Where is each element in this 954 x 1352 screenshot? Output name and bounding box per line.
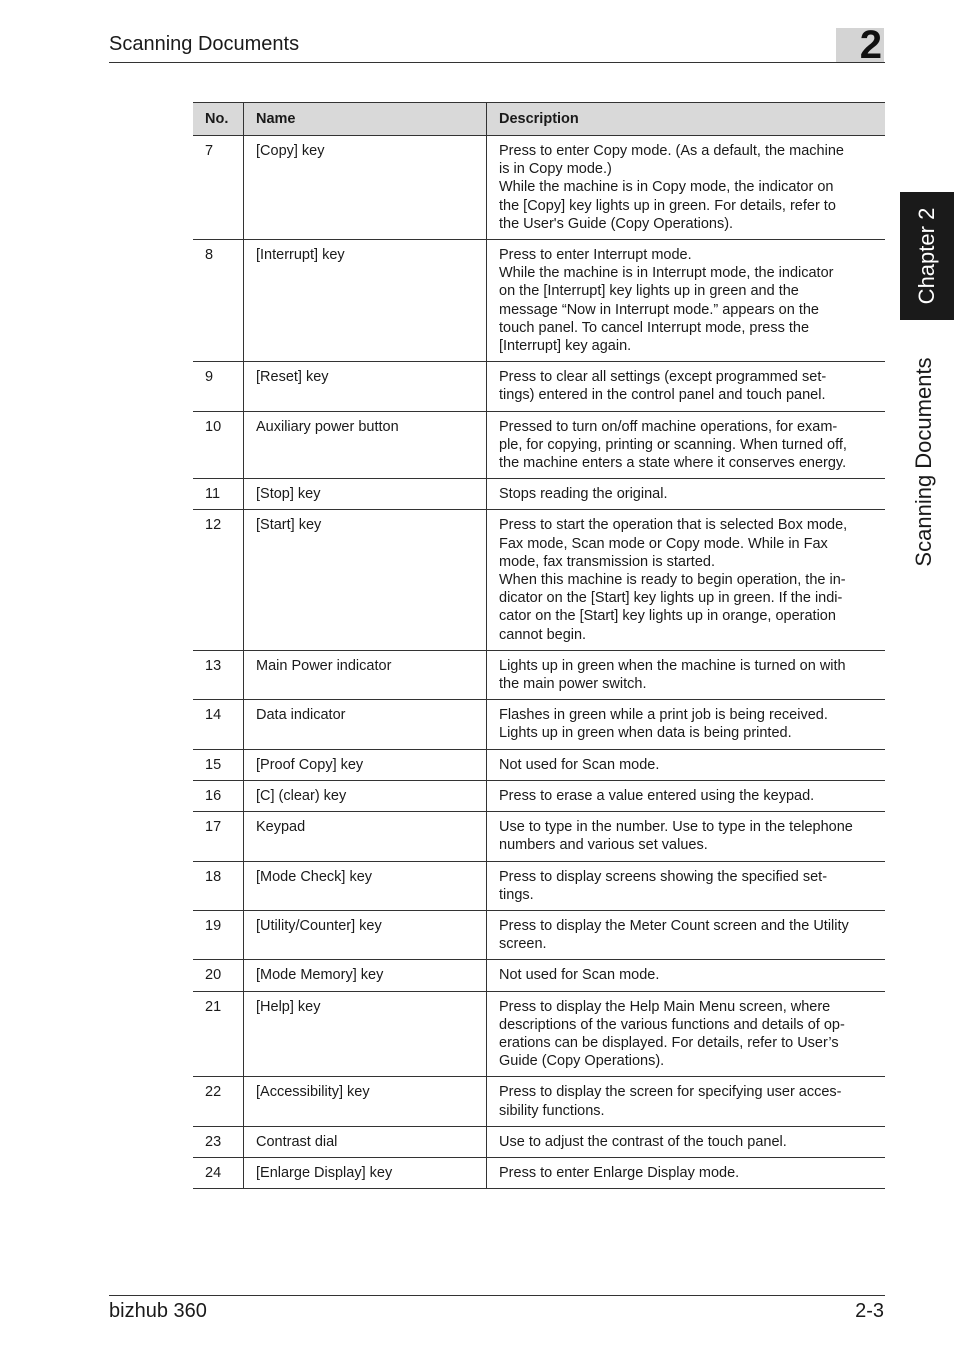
table-row — [193, 780, 885, 811]
table-row — [193, 510, 885, 650]
description-line: [Interrupt] key again. — [499, 338, 632, 355]
description-line: the main power switch. — [499, 676, 647, 693]
table-row — [193, 861, 885, 910]
description-line: Press to start the operation that is selected Box mode, — [499, 517, 848, 534]
table-row — [193, 1126, 885, 1157]
cell-name: [Reset] key — [244, 362, 487, 411]
description-line: the machine enters a state where it conserves energy. — [499, 455, 847, 472]
table-row — [193, 991, 885, 1077]
cell-description — [487, 991, 886, 1077]
cell-name: [Utility/Counter] key — [244, 910, 487, 959]
cell-name: [Copy] key — [244, 136, 487, 240]
cell-description — [487, 1126, 886, 1157]
description-line: Lights up in green when data is being printed. — [499, 725, 792, 742]
cell-no: 17 — [193, 812, 244, 861]
table-row — [193, 240, 885, 362]
cell-description — [487, 749, 886, 780]
cell-no: 24 — [193, 1157, 244, 1188]
cell-description — [487, 1157, 886, 1188]
cell-description — [487, 1077, 886, 1126]
description-line: Pressed to turn on/off machine operations, for exam- — [499, 418, 838, 435]
cell-description — [487, 240, 886, 362]
cell-no: 10 — [193, 411, 244, 479]
description-line: Press to enter Enlarge Display mode. — [499, 1164, 740, 1181]
table-header-row — [193, 103, 885, 136]
cell-no: 23 — [193, 1126, 244, 1157]
table-row — [193, 910, 885, 959]
description-line: tings) entered in the control panel and touch panel. — [499, 387, 826, 404]
description-line: While the machine is in Copy mode, the indicator on — [499, 179, 834, 196]
cell-name: Data indicator — [244, 700, 487, 749]
description-line: Guide (Copy Operations). — [499, 1053, 665, 1070]
chapter-number: 2 — [859, 23, 882, 67]
table-row — [193, 650, 885, 699]
description-line: the User's Guide (Copy Operations). — [499, 215, 734, 232]
cell-name: [Proof Copy] key — [244, 749, 487, 780]
description-line: sibility functions. — [499, 1102, 605, 1119]
footer-rule — [109, 1295, 885, 1296]
description-line: numbers and various set values. — [499, 837, 708, 854]
description-line: Use to adjust the contrast of the touch panel. — [499, 1133, 787, 1150]
cell-no: 19 — [193, 910, 244, 959]
table-row — [193, 1157, 885, 1188]
chapter-side-tab-label: Chapter 2 — [914, 207, 939, 305]
description-line: Lights up in green when the machine is turned on with — [499, 657, 846, 674]
cell-description — [487, 780, 886, 811]
description-line: When this machine is ready to begin operation, the in- — [499, 572, 846, 589]
description-line: descriptions of the various functions and details of op- — [499, 1016, 845, 1033]
description-line: Not used for Scan mode. — [499, 756, 660, 773]
control-panel-keys-table — [193, 102, 885, 1189]
header-rule — [109, 62, 885, 63]
description-line: Press to display the screen for specifying user acces- — [499, 1084, 842, 1101]
description-line: screen. — [499, 936, 547, 953]
description-line: dicator on the [Start] key lights up in green. If the indi- — [499, 590, 843, 607]
description-line: touch panel. To cancel Interrupt mode, press the — [499, 319, 810, 336]
cell-no: 9 — [193, 362, 244, 411]
description-line: on the [Interrupt] key lights up in green and the — [499, 283, 799, 300]
cell-name: [Stop] key — [244, 479, 487, 510]
description-line: Press to display the Help Main Menu screen, where — [499, 998, 831, 1015]
cell-name: Main Power indicator — [244, 650, 487, 699]
cell-no: 18 — [193, 861, 244, 910]
cell-name: [Help] key — [244, 991, 487, 1077]
cell-name: Auxiliary power button — [244, 411, 487, 479]
table-row — [193, 700, 885, 749]
description-line: Press to display the Meter Count screen and the Utility — [499, 917, 849, 934]
description-line: mode, fax transmission is started. — [499, 553, 715, 570]
description-line: Use to type in the number. Use to type in the telephone — [499, 819, 853, 836]
chapter-side-tab — [900, 192, 954, 320]
chapter-number-box — [836, 23, 884, 67]
cell-description — [487, 362, 886, 411]
cell-description — [487, 861, 886, 910]
cell-name: Keypad — [244, 812, 487, 861]
cell-description — [487, 700, 886, 749]
table-row — [193, 362, 885, 411]
description-line: cator on the [Start] key lights up in orange, operation — [499, 608, 836, 625]
cell-name: Contrast dial — [244, 1126, 487, 1157]
description-line: tings. — [499, 886, 534, 903]
description-line: Flashes in green while a print job is being received. — [499, 707, 828, 724]
cell-no: 13 — [193, 650, 244, 699]
cell-name: [Enlarge Display] key — [244, 1157, 487, 1188]
description-line: erations can be displayed. For details, refer to User’s — [499, 1034, 839, 1051]
cell-no: 11 — [193, 479, 244, 510]
table-body — [193, 136, 885, 1189]
table-row — [193, 136, 885, 240]
section-side-label: Scanning Documents — [911, 357, 936, 567]
footer-page-number: 2-3 — [855, 1300, 884, 1322]
description-line: While the machine is in Interrupt mode, the indicator — [499, 265, 834, 282]
column-header-description: Description — [487, 103, 886, 136]
cell-description — [487, 960, 886, 991]
table-row — [193, 812, 885, 861]
footer-product-name: bizhub 360 — [109, 1300, 207, 1322]
description-line: message “Now in Interrupt mode.” appears on the — [499, 301, 819, 318]
cell-description — [487, 479, 886, 510]
description-line: Stops reading the original. — [499, 486, 668, 503]
table-row — [193, 960, 885, 991]
cell-name: [Start] key — [244, 510, 487, 650]
table-row — [193, 411, 885, 479]
description-line: Press to display screens showing the specified set- — [499, 868, 828, 885]
cell-name: [C] (clear) key — [244, 780, 487, 811]
cell-description — [487, 650, 886, 699]
page-header-title: Scanning Documents — [109, 33, 300, 55]
cell-no: 8 — [193, 240, 244, 362]
description-line: Press to enter Copy mode. (As a default, the machine — [499, 143, 844, 159]
cell-no: 22 — [193, 1077, 244, 1126]
cell-name: [Mode Memory] key — [244, 960, 487, 991]
description-line: Press to erase a value entered using the keypad. — [499, 787, 815, 804]
table-row — [193, 749, 885, 780]
table-row — [193, 1077, 885, 1126]
cell-no: 15 — [193, 749, 244, 780]
cell-description — [487, 136, 886, 240]
description-line: Press to clear all settings (except programmed set- — [499, 369, 827, 386]
column-header-no: No. — [193, 103, 244, 136]
table-row — [193, 479, 885, 510]
cell-no: 21 — [193, 991, 244, 1077]
description-line: is in Copy mode.) — [499, 161, 612, 178]
description-line: cannot begin. — [499, 626, 587, 643]
description-line: Press to enter Interrupt mode. — [499, 247, 692, 264]
column-header-name: Name — [244, 103, 487, 136]
cell-description — [487, 510, 886, 650]
cell-name: [Interrupt] key — [244, 240, 487, 362]
cell-name: [Mode Check] key — [244, 861, 487, 910]
cell-description — [487, 812, 886, 861]
cell-name: [Accessibility] key — [244, 1077, 487, 1126]
cell-no: 20 — [193, 960, 244, 991]
cell-no: 14 — [193, 700, 244, 749]
description-line: ple, for copying, printing or scanning. When turned off, — [499, 436, 847, 453]
description-line: Fax mode, Scan mode or Copy mode. While in Fax — [499, 535, 828, 552]
cell-no: 16 — [193, 780, 244, 811]
cell-description — [487, 910, 886, 959]
description-line: the [Copy] key lights up in green. For details, refer to — [499, 197, 836, 214]
description-line: Not used for Scan mode. — [499, 967, 660, 984]
cell-no: 7 — [193, 136, 244, 240]
cell-description — [487, 411, 886, 479]
cell-no: 12 — [193, 510, 244, 650]
